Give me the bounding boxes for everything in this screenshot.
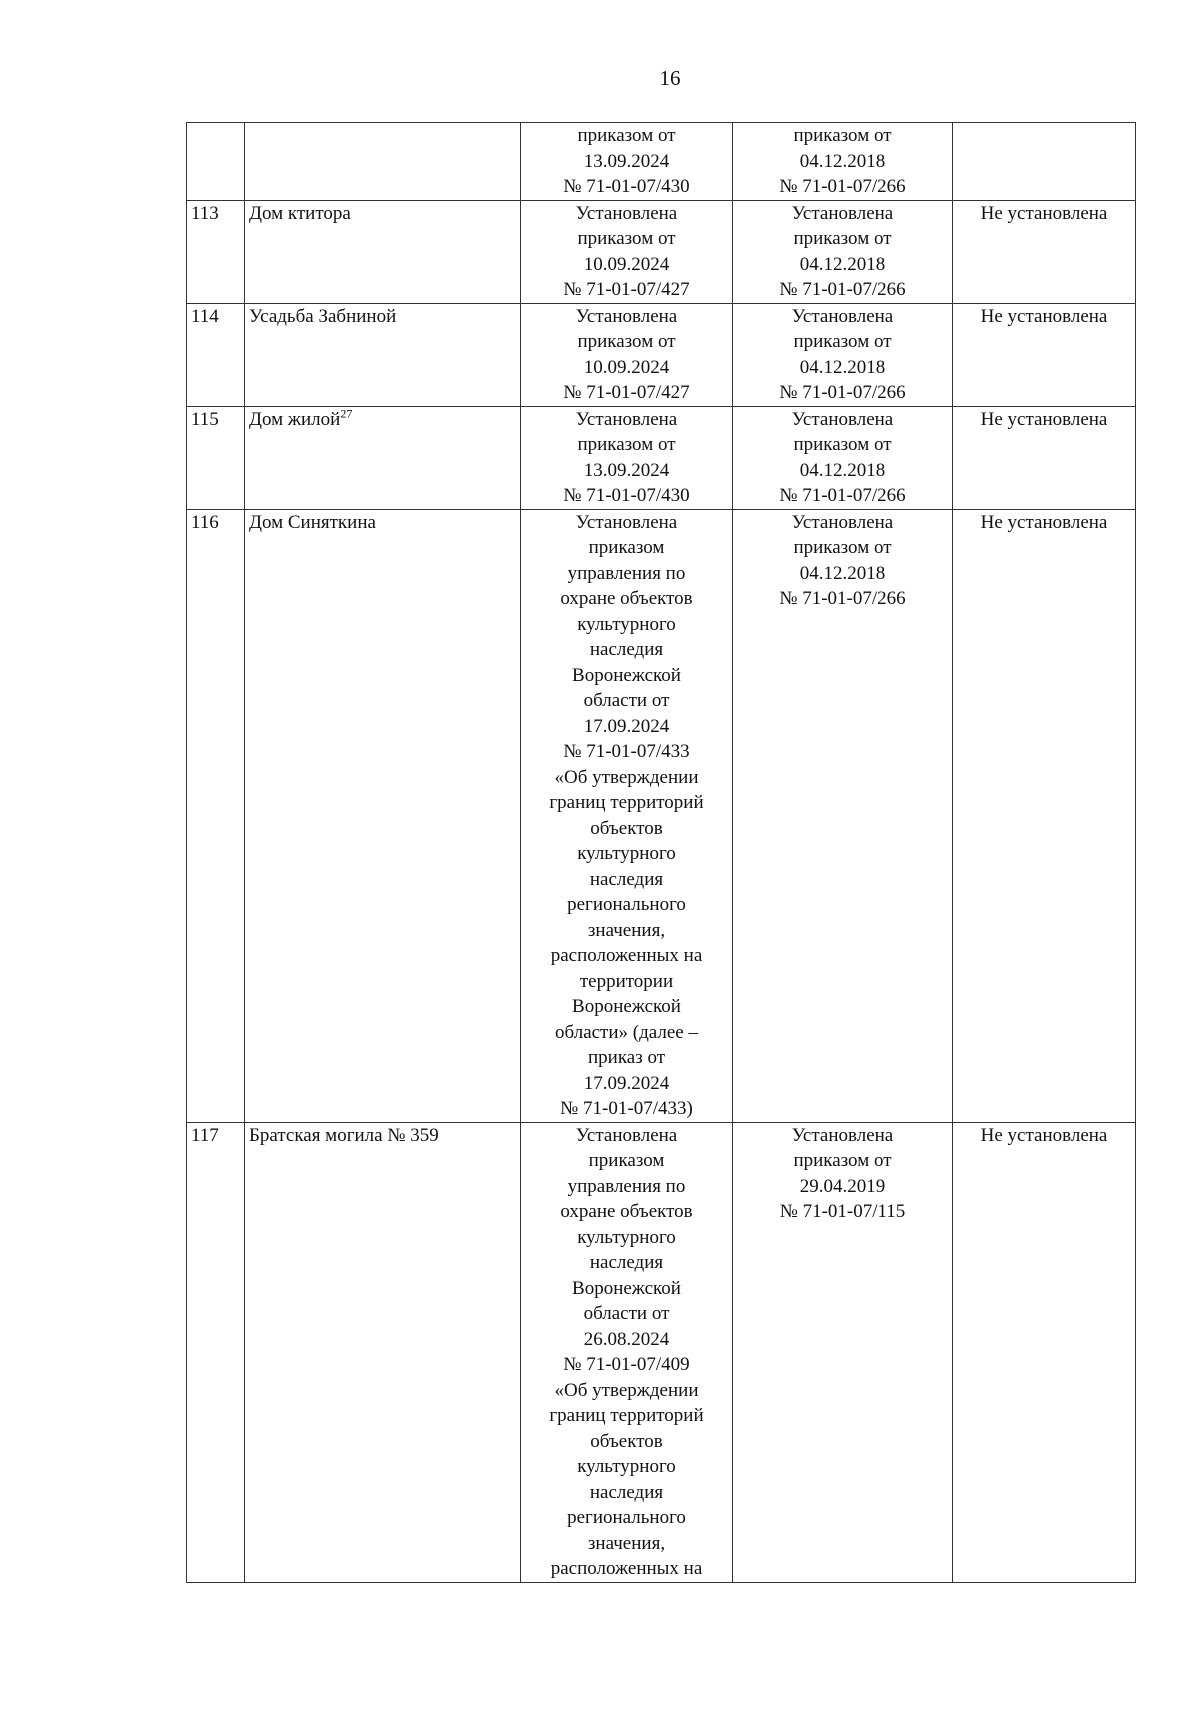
page-number: 16 bbox=[659, 66, 681, 90]
footnote-ref: 27 bbox=[340, 406, 353, 421]
protection-obligation-cell-line: Установлена bbox=[791, 305, 894, 327]
territory-boundary-cell-line: № 71-01-07/433) bbox=[560, 1098, 693, 1119]
protection-obligation-cell-line: приказом от bbox=[793, 125, 892, 146]
table-row bbox=[187, 406, 1136, 509]
protection-obligation-cell-line: № 71-01-07/266 bbox=[779, 279, 906, 300]
territory-boundary-cell bbox=[521, 303, 733, 406]
territory-boundary-cell-line: Установлена bbox=[575, 408, 678, 430]
protection-obligation-cell bbox=[733, 1122, 953, 1582]
territory-boundary-cell-line: наследия bbox=[589, 868, 664, 890]
protection-zones-cell-line: Не установлена bbox=[980, 202, 1108, 224]
protection-zones-cell-line: Не установлена bbox=[980, 408, 1108, 430]
object-name-cell bbox=[245, 200, 521, 303]
territory-boundary-cell-line: № 71-01-07/430 bbox=[563, 485, 690, 506]
territory-boundary-cell-line: управления по bbox=[567, 562, 686, 584]
object-name-cell bbox=[245, 123, 521, 201]
protection-zones-cell bbox=[953, 123, 1136, 201]
protection-obligation-cell-line: № 71-01-07/266 bbox=[779, 588, 906, 609]
territory-boundary-cell-line: наследия bbox=[589, 639, 664, 660]
object-name-cell bbox=[245, 303, 521, 406]
territory-boundary-cell-line: 10.09.2024 bbox=[583, 356, 670, 378]
territory-boundary-cell-line: Воронежской bbox=[572, 996, 681, 1017]
protection-zones-cell-line: Не установлена bbox=[980, 305, 1108, 327]
table-body bbox=[187, 123, 1136, 1583]
territory-boundary-cell-line: границ территорий bbox=[549, 1405, 704, 1426]
territory-boundary-cell-line: приказом от bbox=[577, 125, 676, 146]
territory-boundary-cell-line: № 71-01-07/430 bbox=[563, 176, 690, 197]
protection-obligation-cell bbox=[733, 303, 953, 406]
territory-boundary-cell-line: приказом bbox=[588, 1150, 665, 1171]
territory-boundary-cell-line: области от bbox=[583, 690, 670, 711]
territory-boundary-cell-line: объектов bbox=[590, 817, 663, 839]
territory-boundary-cell-line: № 71-01-07/409 bbox=[563, 1354, 690, 1375]
territory-boundary-cell-line: 13.09.2024 bbox=[583, 459, 670, 481]
object-name: Братская могила № 359 bbox=[249, 1124, 439, 1146]
territory-boundary-cell-line: области от bbox=[583, 1303, 670, 1324]
object-name-cell bbox=[245, 509, 521, 1122]
territory-boundary-cell-line: 17.09.2024 bbox=[583, 1072, 670, 1094]
territory-boundary-cell-line: 13.09.2024 bbox=[583, 150, 670, 172]
protection-obligation-cell-line: 04.12.2018 bbox=[799, 253, 886, 275]
territory-boundary-cell-line: расположенных на bbox=[550, 945, 703, 966]
territory-boundary-cell-line: наследия bbox=[589, 1481, 664, 1503]
protection-obligation-cell-line: № 71-01-07/266 bbox=[779, 382, 906, 403]
territory-boundary-cell-line: культурного bbox=[577, 1456, 676, 1477]
territory-boundary-cell-line: регионального bbox=[567, 894, 686, 915]
territory-boundary-cell-line: культурного bbox=[577, 843, 676, 864]
protection-zones-cell bbox=[953, 303, 1136, 406]
territory-boundary-cell bbox=[521, 406, 733, 509]
protection-zones-cell bbox=[953, 406, 1136, 509]
territory-boundary-cell bbox=[521, 200, 733, 303]
territory-boundary-cell-line: культурного bbox=[577, 1226, 676, 1248]
protection-zones-cell-line: Не установлена bbox=[980, 1124, 1108, 1146]
territory-boundary-cell-line: Воронежской bbox=[572, 1277, 681, 1299]
protection-obligation-cell bbox=[733, 509, 953, 1122]
protection-zones-cell bbox=[953, 200, 1136, 303]
table-row bbox=[187, 509, 1136, 1122]
territory-boundary-cell-line: охране объектов bbox=[560, 588, 693, 609]
territory-boundary-cell-line: 10.09.2024 bbox=[583, 253, 670, 275]
protection-obligation-cell-line: Установлена bbox=[791, 202, 894, 224]
protection-obligation-cell-line: 04.12.2018 bbox=[799, 562, 886, 584]
row-number: 116 bbox=[187, 509, 245, 1122]
protection-obligation-cell-line: 29.04.2019 bbox=[799, 1175, 886, 1197]
protection-obligation-cell-line: 04.12.2018 bbox=[799, 356, 886, 378]
protection-zones-cell bbox=[953, 509, 1136, 1122]
territory-boundary-cell-line: приказом от bbox=[577, 434, 676, 455]
protection-obligation-cell bbox=[733, 200, 953, 303]
object-name-cell bbox=[245, 406, 521, 509]
territory-boundary-cell-line: № 71-01-07/433 bbox=[563, 741, 690, 762]
territory-boundary-cell-line: приказом от bbox=[577, 331, 676, 352]
territory-boundary-cell bbox=[521, 1122, 733, 1582]
territory-boundary-cell-line: управления по bbox=[567, 1175, 686, 1197]
territory-boundary-cell-line: области» (далее – bbox=[555, 1021, 698, 1043]
territory-boundary-cell-line: приказ от bbox=[587, 1047, 666, 1068]
territory-boundary-cell-line: № 71-01-07/427 bbox=[563, 382, 690, 403]
territory-boundary-cell-line: объектов bbox=[590, 1430, 663, 1452]
row-number: 113 bbox=[187, 200, 245, 303]
protection-obligation-cell-line: 04.12.2018 bbox=[799, 459, 886, 481]
protection-obligation-cell-line: № 71-01-07/115 bbox=[779, 1201, 906, 1222]
row-number: 114 bbox=[187, 303, 245, 406]
territory-boundary-cell-line: приказом от bbox=[577, 228, 676, 249]
territory-boundary-cell-line: «Об утверждении bbox=[554, 1379, 699, 1401]
protection-obligation-cell-line: № 71-01-07/266 bbox=[779, 176, 906, 197]
protection-obligation-cell-line: Установлена bbox=[791, 408, 894, 430]
territory-boundary-cell-line: приказом bbox=[588, 537, 665, 558]
territory-boundary-cell-line: территории bbox=[579, 970, 674, 992]
object-name: Дом ктитора bbox=[249, 202, 351, 224]
territory-boundary-cell-line: Установлена bbox=[575, 1124, 678, 1146]
row-number bbox=[187, 123, 245, 201]
territory-boundary-cell-line: № 71-01-07/427 bbox=[563, 279, 690, 300]
territory-boundary-cell-line: Установлена bbox=[575, 202, 678, 224]
territory-boundary-cell-line: регионального bbox=[567, 1507, 686, 1528]
territory-boundary-cell-line: наследия bbox=[589, 1252, 664, 1273]
row-number: 115 bbox=[187, 406, 245, 509]
territory-boundary-cell-line: Установлена bbox=[575, 305, 678, 327]
territory-boundary-cell-line: значения, bbox=[587, 1532, 666, 1554]
territory-boundary-cell-line: Воронежской bbox=[572, 664, 681, 686]
table-row bbox=[187, 200, 1136, 303]
object-name-cell bbox=[245, 1122, 521, 1582]
territory-boundary-cell-line: границ территорий bbox=[549, 792, 704, 813]
territory-boundary-cell-line: культурного bbox=[577, 613, 676, 635]
protection-obligation-cell bbox=[733, 406, 953, 509]
territory-boundary-cell-line: 17.09.2024 bbox=[583, 715, 670, 737]
object-name: Дом Синяткина bbox=[249, 511, 376, 533]
territory-boundary-cell-line: 26.08.2024 bbox=[583, 1328, 670, 1350]
territory-boundary-cell bbox=[521, 509, 733, 1122]
territory-boundary-cell bbox=[521, 123, 733, 201]
territory-boundary-cell-line: охране объектов bbox=[560, 1201, 693, 1222]
protection-obligation-cell-line: Установлена bbox=[791, 511, 894, 533]
table-row bbox=[187, 123, 1136, 201]
territory-boundary-cell-line: Установлена bbox=[575, 511, 678, 533]
protection-zones-cell bbox=[953, 1122, 1136, 1582]
table-row bbox=[187, 303, 1136, 406]
protection-obligation-cell-line: приказом от bbox=[793, 1150, 892, 1171]
object-name: Дом жилой bbox=[249, 408, 341, 430]
territory-boundary-cell-line: значения, bbox=[587, 919, 666, 941]
protection-obligation-cell-line: Установлена bbox=[791, 1124, 894, 1146]
table-row bbox=[187, 1122, 1136, 1582]
territory-boundary-cell-line: расположенных на bbox=[550, 1558, 703, 1579]
protection-obligation-cell-line: № 71-01-07/266 bbox=[779, 485, 906, 506]
object-name: Усадьба Забниной bbox=[249, 305, 397, 327]
row-number: 117 bbox=[187, 1122, 245, 1582]
protection-obligation-cell-line: приказом от bbox=[793, 331, 892, 352]
protection-obligation-cell bbox=[733, 123, 953, 201]
protection-obligation-cell-line: приказом от bbox=[793, 228, 892, 249]
protection-obligation-cell-line: 04.12.2018 bbox=[799, 150, 886, 172]
protection-obligation-cell-line: приказом от bbox=[793, 434, 892, 455]
protection-obligation-cell-line: приказом от bbox=[793, 537, 892, 558]
protection-zones-cell-line: Не установлена bbox=[980, 511, 1108, 533]
heritage-registry-table bbox=[186, 122, 1136, 1583]
territory-boundary-cell-line: «Об утверждении bbox=[554, 766, 699, 788]
